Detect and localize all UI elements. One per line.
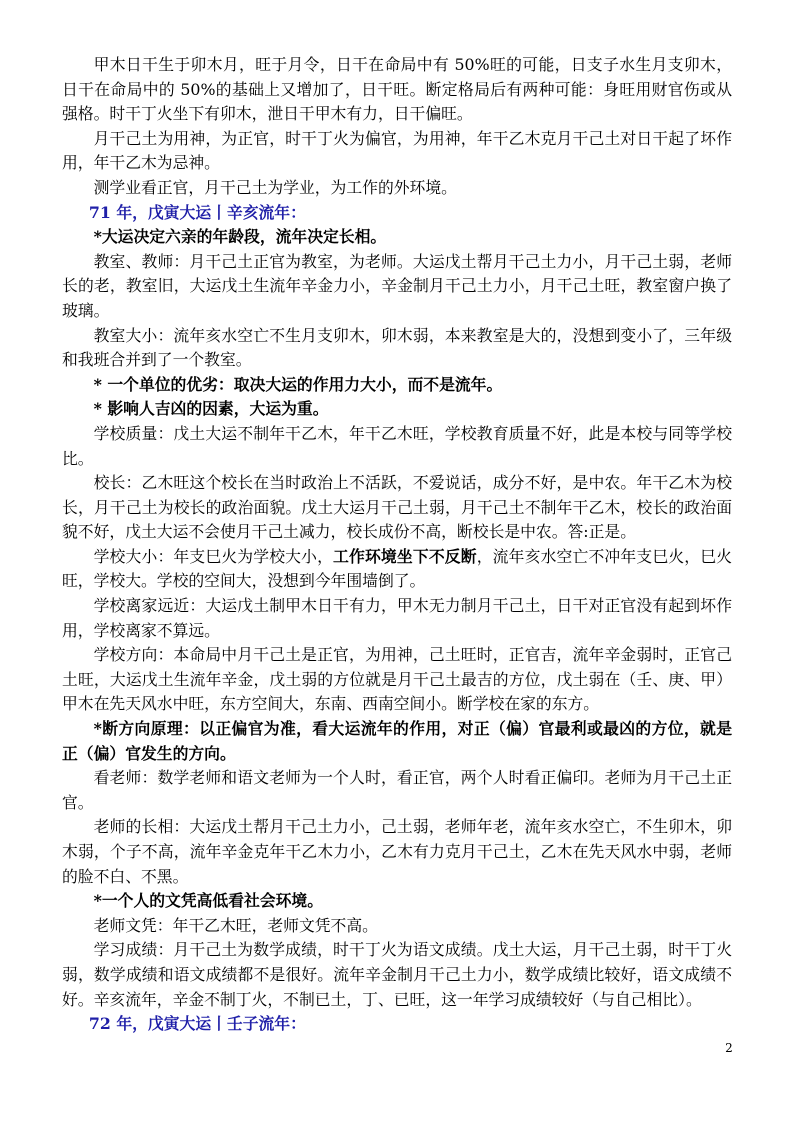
note-diploma: *一个人的文凭高低看社会环境。	[93, 891, 324, 911]
paragraph-grades: 学习成绩：月干己土为数学成绩，时干丁火为语文成绩。戊土大运，月干己土弱，时干丁火弱，数学成绩和语文成绩都不是很好。流年辛金制月干己土力小，数学成绩比较好，语文成绩不好。辛亥流年，辛金不制丁火，不制已土，丁、已旺，这一年学习成绩较好（与自己相比）。	[62, 940, 732, 1009]
school-size-bold-phrase: 工作环境坐下不反断	[333, 546, 477, 566]
paragraph-useful-god: 月干己土为用神，为正官，时干丁火为偏官，为用神，年干乙木克月干己土对日干起了坏作用，年干乙木为忌神。	[62, 128, 732, 173]
paragraph-chart-analysis: 甲木日干生于卯木月，旺于月令，日干在命局中有 50%旺的可能，日支子水生月支卯木，日干在命局中的 50%的基础上又增加了，日干旺。断定格局后有两种可能：身旺用财官伤或从强格。时干丁火坐下有卯木，泄日干甲木有力，日干偏旺。	[62, 55, 732, 124]
paragraph-classroom-teacher: 教室、教师：月干己土正官为教室，为老师。大运戊土帮月干己土力小，月干己土弱，老师长的老，教室旧，大运戊土生流年辛金力小，辛金制月干己土力小，月干己土旺，教室窗户换了玻璃。	[62, 251, 732, 320]
paragraph-school-distance: 学校离家远近：大运戊土制甲木日干有力，甲木无力制月干己土，日干对正官没有起到坏作用，学校离家不算远。	[62, 596, 732, 640]
paragraph-principal: 校长：乙木旺这个校长在当时政治上不活跃，不爱说话，成分不好，是中农。年干乙木为校长，月干己土为校长的政治面貌。戊土大运月干己土弱，月干己土不制年干乙木，校长的政治面貌不好，戊土大运不会使月干己土减力，校长成份不高，断校长是中农。答:正是。	[62, 473, 732, 542]
paragraph-teacher: 看老师：数学老师和语文老师为一个人时，看正官，两个人时看正偏印。老师为月干己土正官。	[62, 768, 732, 812]
school-size-text-start: 学校大小：年支巳火为学校大小，	[93, 546, 334, 566]
paragraph-classroom-size: 教室大小：流年亥水空亡不生月支卯木，卯木弱，本来教室是大的，没想到变小了，三年级和我班合并到了一个教室。	[62, 325, 732, 370]
note-direction-principle: *断方向原理：以正偏官为准，看大运流年的作用，对正（偏）官最利或最凶的方位，就是正（偏）官发生的方向。	[62, 719, 732, 763]
school-size-text-end: ，流年亥水空亡不冲年支巳火，巳火旺，学校大。学校的空间大，没想到今年围墙倒了。	[62, 546, 732, 591]
paragraph-school-direction: 学校方向：本命局中月干己土是正官，为用神，己土旺时，正官吉，流年辛金弱时，正官己土旺，大运戊土生流年辛金，戊土弱的方位就是月干己土最吉的方位，戊土弱在（壬、庚、甲）甲木在先天风水中旺，东方空间大，东南、西南空间小。断学校在家的东方。	[62, 645, 732, 714]
body-text	[62, 53, 732, 1037]
note-fortune-factor: * 影响人吉凶的因素，大运为重。	[93, 399, 329, 419]
section-heading-72: 72 年，戊寅大运丨壬子流年：	[88, 1014, 306, 1034]
paragraph-teacher-appearance: 老师的长相：大运戊土帮月干己土力小，己土弱，老师年老，流年亥水空亡，不生卯木，卯木弱，个子不高，流年辛金克年干乙木力小，乙木有力克月干己土，乙木在先天风水中弱，老师的脸不白、不黑。	[62, 817, 732, 886]
paragraph-school-quality: 学校质量：戊土大运不制年干乙木，年干乙木旺，学校教育质量不好，此是本校与同等学校比。	[62, 423, 732, 468]
section-heading-71: 71 年，戊寅大运丨辛亥流年：	[88, 202, 306, 222]
paragraph-school-size	[62, 545, 732, 594]
note-unit-quality: * 一个单位的优劣：取决大运的作用力大小，而不是流年。	[93, 374, 503, 394]
paragraph-teacher-diploma: 老师文凭：年干乙木旺，老师文凭不高。	[93, 915, 378, 935]
note-luck-period: *大运决定六亲的年龄段，流年决定长相。	[93, 227, 387, 247]
page-number: 2	[725, 1041, 733, 1055]
paragraph-study-officer: 测学业看正官，月干己土为学业，为工作的外环境。	[93, 177, 457, 197]
